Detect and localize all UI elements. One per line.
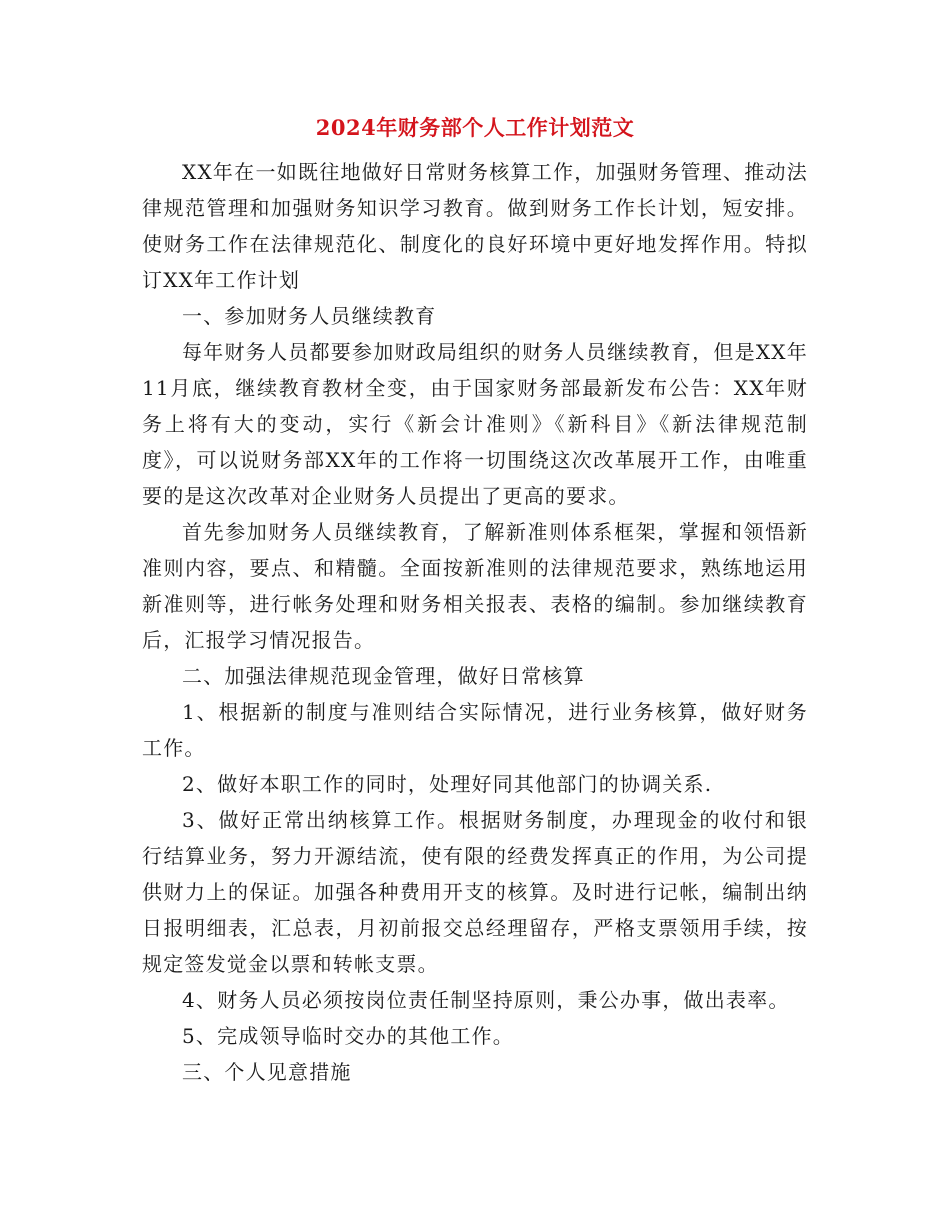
- paragraph: 首先参加财务人员继续教育，了解新准则体系框架，掌握和领悟新准则内容，要点、和精髓。全面按新准则的法律规范要求，熟练地运用新准则等，进行帐务处理和财务相关报表、表格的编制。参加继续教育后，汇报学习情况报告。: [142, 520, 808, 652]
- section-heading-1: 一、参加财务人员继续教育: [182, 304, 437, 328]
- list-item: 4、财务人员必须按岗位责任制坚持原则，秉公办事，做出表率。: [182, 988, 790, 1012]
- section-heading-2: 二、加强法律规范现金管理，做好日常核算: [182, 664, 585, 688]
- paragraph-intro: XX年在一如既往地做好日常财务核算工作，加强财务管理、推动法律规范管理和加强财务知识学习教育。做到财务工作长计划，短安排。使财务工作在法律规范化、制度化的良好环境中更好地发挥作用。特拟订XX年工作计划: [142, 160, 808, 292]
- list-item: 3、做好正常出纳核算工作。根据财务制度，办理现金的收付和银行结算业务，努力开源结流，使有限的经费发挥真正的作用，为公司提供财力上的保证。加强各种费用开支的核算。及时进行记帐，编制出纳日报明细表，汇总表，月初前报交总经理留存，严格支票领用手续，按规定签发觉金以票和转帐支票。: [142, 808, 808, 976]
- document-body: [142, 154, 808, 1090]
- paragraph: 每年财务人员都要参加财政局组织的财务人员继续教育，但是XX年11月底，继续教育教材全变，由于国家财务部最新发布公告：XX年财务上将有大的变动，实行《新会计准则》《新科目》《新法律规范制度》，可以说财务部XX年的工作将一切围绕这次改革展开工作，由唯重要的是这次改革对企业财务人员提出了更高的要求。: [142, 340, 808, 508]
- list-item: 2、做好本职工作的同时，处理好同其他部门的协调关系.: [182, 772, 713, 796]
- list-item: 1、根据新的制度与准则结合实际情况，进行业务核算，做好财务工作。: [142, 700, 808, 760]
- document-title: 2024年财务部个人工作计划范文: [315, 115, 635, 140]
- section-heading-3: 三、个人见意措施: [182, 1060, 352, 1084]
- list-item: 5、完成领导临时交办的其他工作。: [182, 1024, 514, 1048]
